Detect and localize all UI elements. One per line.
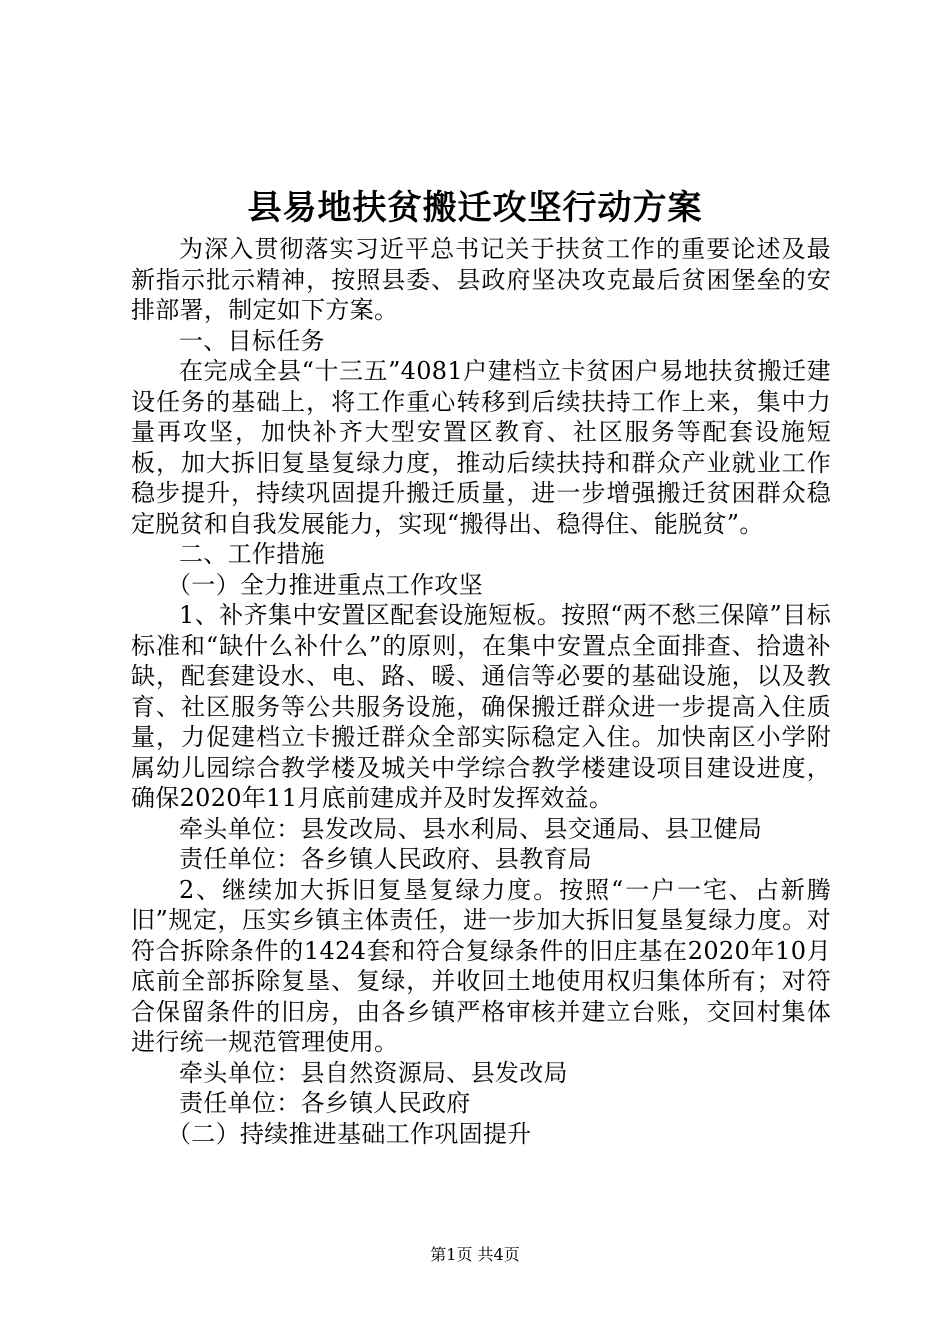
intro-paragraph: 为深入贯彻落实习近平总书记关于扶贫工作的重要论述及最新指示批示精神，按照县委、县政府坚决攻克最后贫困堡垒的安排部署，制定如下方案。 [131,235,831,324]
measure-2-responsible-units: 责任单位：各乡镇人民政府 [179,1089,471,1117]
page-number: 第1页 共4页 [430,1245,520,1264]
goals-paragraph: 在完成全县“十三五”4081户建档立卡贫困户易地扶贫搬迁建设任务的基础上，将工作重心转移到后续扶持工作上来，集中力量再攻坚，加快补齐大型安置区教育、社区服务等配套设施短板，加大拆旧复垦复绿力度，推动后续扶持和群众产业就业工作稳步提升，持续巩固提升搬迁质量，进一步增强搬迁贫困群众稳定脱贫和自我发展能力，实现“搬得出、稳得住、能脱贫”。 [131,357,831,538]
subsection-heading-1: （一）全力推进重点工作攻坚 [167,570,483,599]
document-title: 县易地扶贫搬迁攻坚行动方案 [247,188,703,228]
measure-1-responsible-units: 责任单位：各乡镇人民政府、县教育局 [179,845,593,873]
measure-2-lead-units: 牵头单位：县自然资源局、县发改局 [179,1058,568,1087]
document-body [131,234,831,1149]
subsection-heading-2: （二）持续推进基础工作巩固提升 [167,1119,532,1148]
section-heading-measures: 二、工作措施 [179,540,325,568]
measure-2-paragraph: 2、继续加大拆旧复垦复绿力度。按照“一户一宅、占新腾旧”规定，压实乡镇主体责任，进一步加大拆旧复垦复绿力度。对符合拆除条件的1424套和符合复绿条件的旧庄基在2020年10月底前全部拆除复垦、复绿，并收回土地使用权归集体所有；对符合保留条件的旧房，由各乡镇严格审核并建立台账，交回村集体进行统一规范管理使用。 [131,875,831,1056]
measure-1-paragraph: 1、补齐集中安置区配套设施短板。按照“两不愁三保障”目标标准和“缺什么补什么”的原则，在集中安置点全面排查、拾遗补缺，配套建设水、电、路、暖、通信等必要的基础设施，以及教育、社区服务等公共服务设施，确保搬迁群众进一步提高入住质量，力促建档立卡搬迁群众全部实际稳定入住。加快南区小学附属幼儿园综合教学楼及城关中学综合教学楼建设项目建设进度，确保2020年11月底前建成并及时发挥效益。 [131,601,831,812]
section-heading-goals: 一、目标任务 [179,326,325,355]
measure-1-lead-units: 牵头单位：县发改局、县水利局、县交通局、县卫健局 [179,814,763,843]
